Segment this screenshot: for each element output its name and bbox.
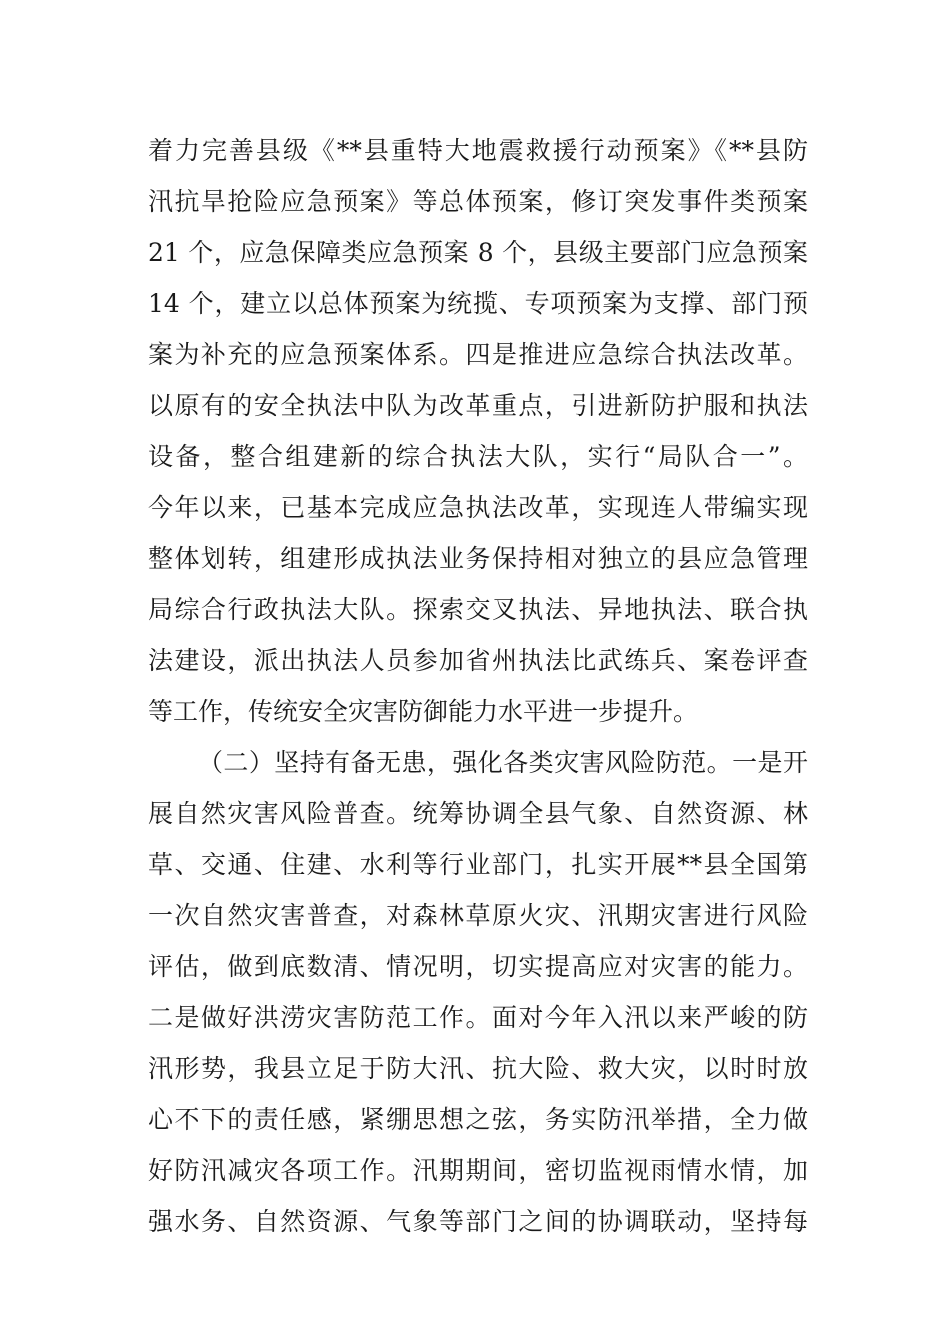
- text-line: 局综合行政执法大队。探索交叉执法、异地执法、联合执: [148, 595, 808, 624]
- text-line: 二是做好洪涝灾害防范工作。面对今年入汛以来严峻的防: [148, 1003, 808, 1032]
- section-heading-line: （二）坚持有备无患，强化各类灾害风险防范。一是开: [198, 748, 808, 777]
- text-line: 汛抗旱抢险应急预案》等总体预案，修订突发事件类预案: [148, 187, 808, 216]
- text-line: 21 个，应急保障类应急预案 8 个，县级主要部门应急预案: [148, 238, 808, 267]
- text-line: 草、交通、住建、水利等行业部门，扎实开展**县全国第: [148, 850, 808, 879]
- text-line: 着力完善县级《**县重特大地震救援行动预案》《**县防: [148, 136, 808, 165]
- body-text: [148, 125, 808, 1247]
- text-line: 好防汛减灾各项工作。汛期期间，密切监视雨情水情，加: [148, 1156, 808, 1185]
- text-line: 评估，做到底数清、情况明，切实提高应对灾害的能力。: [148, 952, 808, 981]
- text-line: 整体划转，组建形成执法业务保持相对独立的县应急管理: [148, 544, 808, 573]
- text-line: 强水务、自然资源、气象等部门之间的协调联动，坚持每: [148, 1207, 808, 1236]
- text-line: 案为补充的应急预案体系。四是推进应急综合执法改革。: [148, 340, 808, 369]
- text-line: 今年以来，已基本完成应急执法改革，实现连人带编实现: [148, 493, 808, 522]
- text-line: 心不下的责任感，紧绷思想之弦，务实防汛举措，全力做: [148, 1105, 808, 1134]
- text-line: 等工作，传统安全灾害防御能力水平进一步提升。: [148, 697, 699, 726]
- text-line: 一次自然灾害普查，对森林草原火灾、汛期灾害进行风险: [148, 901, 808, 930]
- text-line: 展自然灾害风险普查。统筹协调全县气象、自然资源、林: [148, 799, 808, 828]
- text-line: 法建设，派出执法人员参加省州执法比武练兵、案卷评查: [148, 646, 808, 675]
- text-line: 设备，整合组建新的综合执法大队，实行“局队合一”。: [148, 442, 808, 471]
- text-line: 以原有的安全执法中队为改革重点，引进新防护服和执法: [148, 391, 808, 420]
- text-line: 14 个，建立以总体预案为统揽、专项预案为支撑、部门预: [148, 289, 808, 318]
- text-line: 汛形势，我县立足于防大汛、抗大险、救大灾，以时时放: [148, 1054, 808, 1083]
